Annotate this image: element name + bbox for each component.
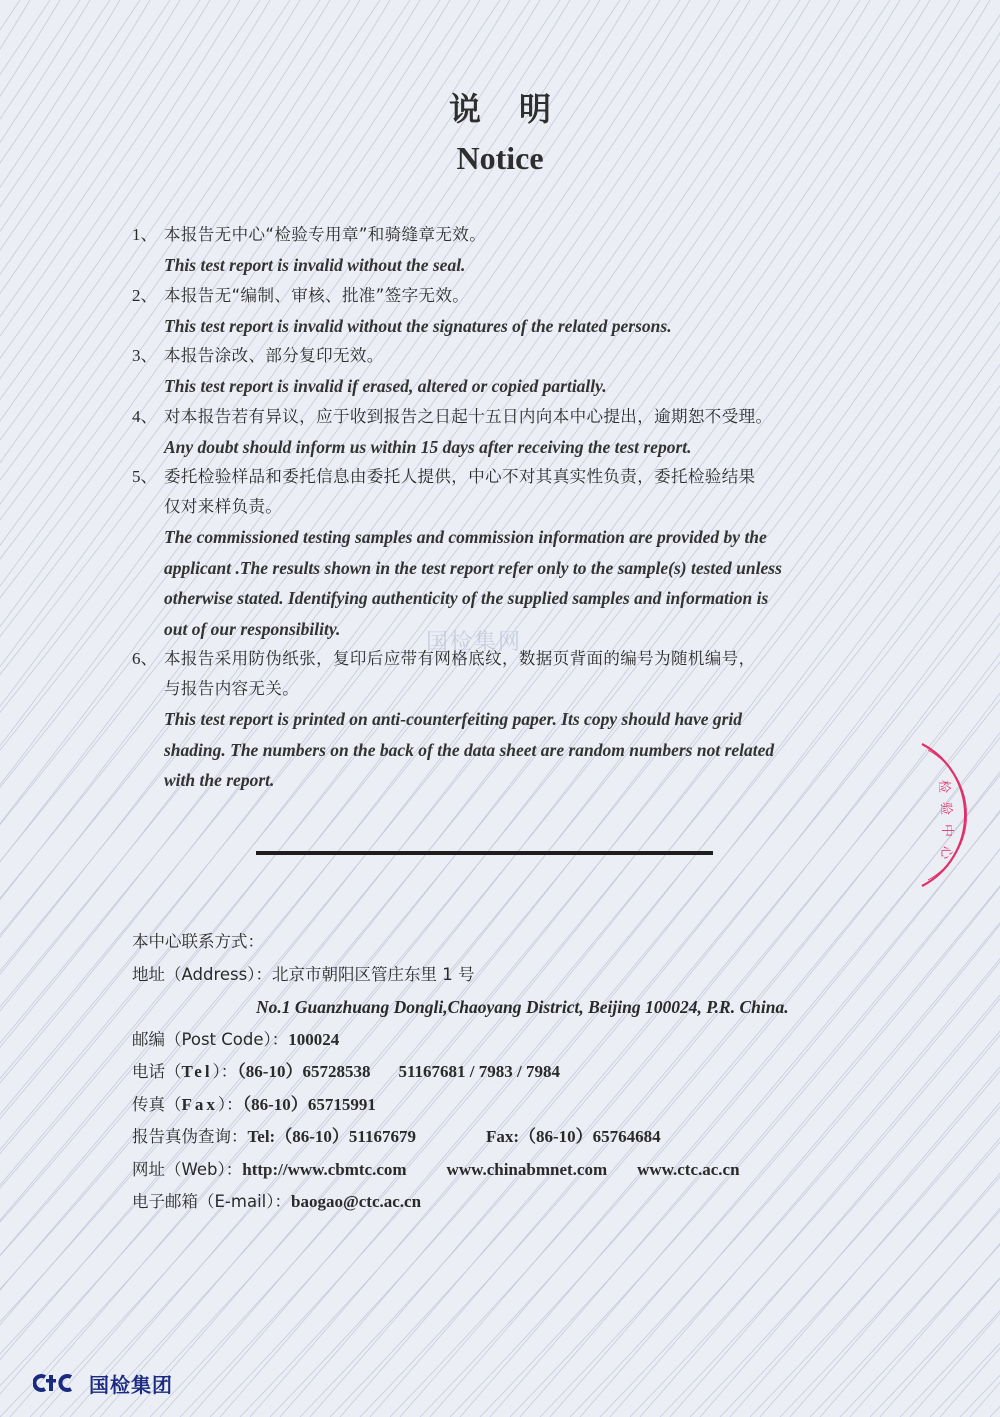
- web-line: [132, 1154, 912, 1187]
- verify-tel-prefix: （86-10）: [275, 1127, 349, 1146]
- page-title-english: Notice: [456, 140, 544, 176]
- notice-text-cn: 对本报告若有异议，应于收到报告之日起十五日内向本中心提出，逾期恕不受理。: [164, 406, 773, 426]
- postcode-value: 100024: [288, 1029, 340, 1049]
- notice-text-en: out of our responsibility.: [164, 618, 341, 639]
- ctc-logo-icon: [33, 1371, 81, 1395]
- notice-text-en: with the report.: [164, 770, 275, 790]
- notice-item-2: [132, 281, 892, 342]
- notice-number: 5、: [132, 467, 158, 486]
- email-label: 电子邮箱（E-mail）：: [132, 1192, 291, 1211]
- fax-label: 传真（: [132, 1094, 182, 1114]
- tel-label-en: Tel: [181, 1062, 213, 1081]
- seal-stamp: [910, 740, 970, 890]
- verify-label: 报告真伪查询：: [132, 1127, 248, 1146]
- notice-text-en: This test report is printed on anti-counterfeiting paper. Its copy should have grid: [164, 709, 743, 729]
- svg-text:检: 检: [936, 780, 951, 794]
- address-en-line: [132, 991, 912, 1024]
- address-label: 地址（Address）：: [132, 964, 272, 984]
- fax-prefix: （86-10）: [242, 1094, 308, 1114]
- tel-number-1: 65728538: [302, 1062, 371, 1081]
- notice-text-en: otherwise stated. Identifying authenticity of the supplied samples and information is: [164, 588, 769, 608]
- section-divider: [256, 851, 713, 855]
- tel-number-2: 51167681 / 7983 / 7984: [398, 1062, 560, 1081]
- fax-label-end: ）：: [217, 1094, 243, 1114]
- notice-text-cn: 本报告涂改、部分复印无效。: [164, 346, 384, 365]
- notice-text-cn: 与报告内容无关。: [164, 679, 300, 698]
- tel-line: [132, 1056, 912, 1089]
- notice-text-en: Any doubt should inform us within 15 days after receiving the test report.: [164, 436, 692, 457]
- web-link-2[interactable]: www.chinabmnet.com: [446, 1159, 608, 1179]
- notice-number: 2、: [132, 285, 158, 305]
- notice-text-en: This test report is invalid if erased, altered or copied partially.: [164, 376, 607, 396]
- page-title-chinese: 说明: [448, 90, 589, 128]
- notice-text-cn: 仅对来样负责。: [164, 497, 283, 516]
- contact-section: [132, 926, 912, 1219]
- web-label: 网址（Web）：: [132, 1159, 243, 1179]
- address-cn: 北京市朝阳区管庄东里 1 号: [271, 964, 475, 984]
- address-line: [132, 959, 912, 992]
- footer-brand-name: 国检集团: [89, 1372, 173, 1397]
- contact-heading-line: [132, 926, 912, 959]
- address-en: No.1 Guanzhuang Dongli,Chaoyang District, Beijing 100024, P.R. China.: [256, 997, 789, 1017]
- tel-label: 电话（: [132, 1062, 182, 1081]
- postcode-line: [132, 1024, 912, 1057]
- email-link[interactable]: baogao@ctc.ac.cn: [290, 1192, 422, 1211]
- email-line: [132, 1186, 912, 1219]
- notice-text-en: This test report is invalid without the seal.: [164, 255, 466, 275]
- verify-tel-label: Tel:: [247, 1127, 276, 1146]
- notice-text-cn: 本报告采用防伪纸张，复印后应带有网格底纹，数据页背面的编号为随机编号，: [164, 649, 756, 668]
- notice-text-cn: 本报告无中心“检验专用章”和骑缝章无效。: [164, 225, 487, 244]
- web-link-1[interactable]: http://www.cbmtc.com: [242, 1159, 407, 1179]
- svg-text:心: 心: [938, 846, 953, 860]
- fax-number: 65715991: [307, 1094, 376, 1114]
- contact-heading: 本中心联系方式：: [132, 932, 264, 951]
- notice-text-cn: 委托检验样品和委托信息由委托人提供，中心不对其真实性负责，委托检验结果: [164, 467, 756, 486]
- tel-prefix: （86-10）: [237, 1062, 303, 1081]
- footer-logo: [33, 1368, 173, 1398]
- postcode-label: 邮编（Post Code）：: [132, 1029, 289, 1049]
- web-link-3[interactable]: www.ctc.ac.cn: [637, 1159, 740, 1179]
- notice-number: 4、: [132, 406, 158, 426]
- verify-tel-number: 51167679: [348, 1127, 416, 1146]
- verify-fax-number: 65764684: [592, 1127, 661, 1146]
- watermark-text: 国检集网: [426, 630, 523, 655]
- tel-label-end: ）：: [212, 1062, 238, 1081]
- svg-text:验: 验: [938, 802, 953, 816]
- svg-text:中: 中: [939, 824, 954, 838]
- notice-item-1: [132, 220, 892, 281]
- notice-text-en: The commissioned testing samples and commission information are provided by the: [164, 527, 767, 547]
- fax-label-en: Fax: [181, 1094, 218, 1114]
- notice-text-en: shading. The numbers on the back of the data sheet are random numbers not related: [164, 739, 775, 760]
- notice-text-en: applicant .The results shown in the test report refer only to the sample(s) tested unless: [164, 557, 782, 578]
- notice-text-en: This test report is invalid without the signatures of the related persons.: [164, 315, 672, 336]
- notice-list: [132, 220, 892, 796]
- notice-text-cn: 本报告无“编制、审核、批准”签字无效。: [164, 285, 470, 305]
- notice-item-4: [132, 402, 892, 463]
- verify-fax-prefix: （86-10）: [519, 1127, 593, 1146]
- notice-item-5: [132, 462, 892, 644]
- notice-number: 3、: [132, 346, 158, 365]
- verify-fax-label: Fax:: [485, 1127, 519, 1146]
- notice-number: 6、: [132, 649, 158, 668]
- fax-line: [132, 1089, 912, 1122]
- notice-item-6: [132, 644, 892, 796]
- verify-line: [132, 1121, 912, 1154]
- notice-number: 1、: [132, 225, 158, 244]
- notice-item-3: [132, 341, 892, 402]
